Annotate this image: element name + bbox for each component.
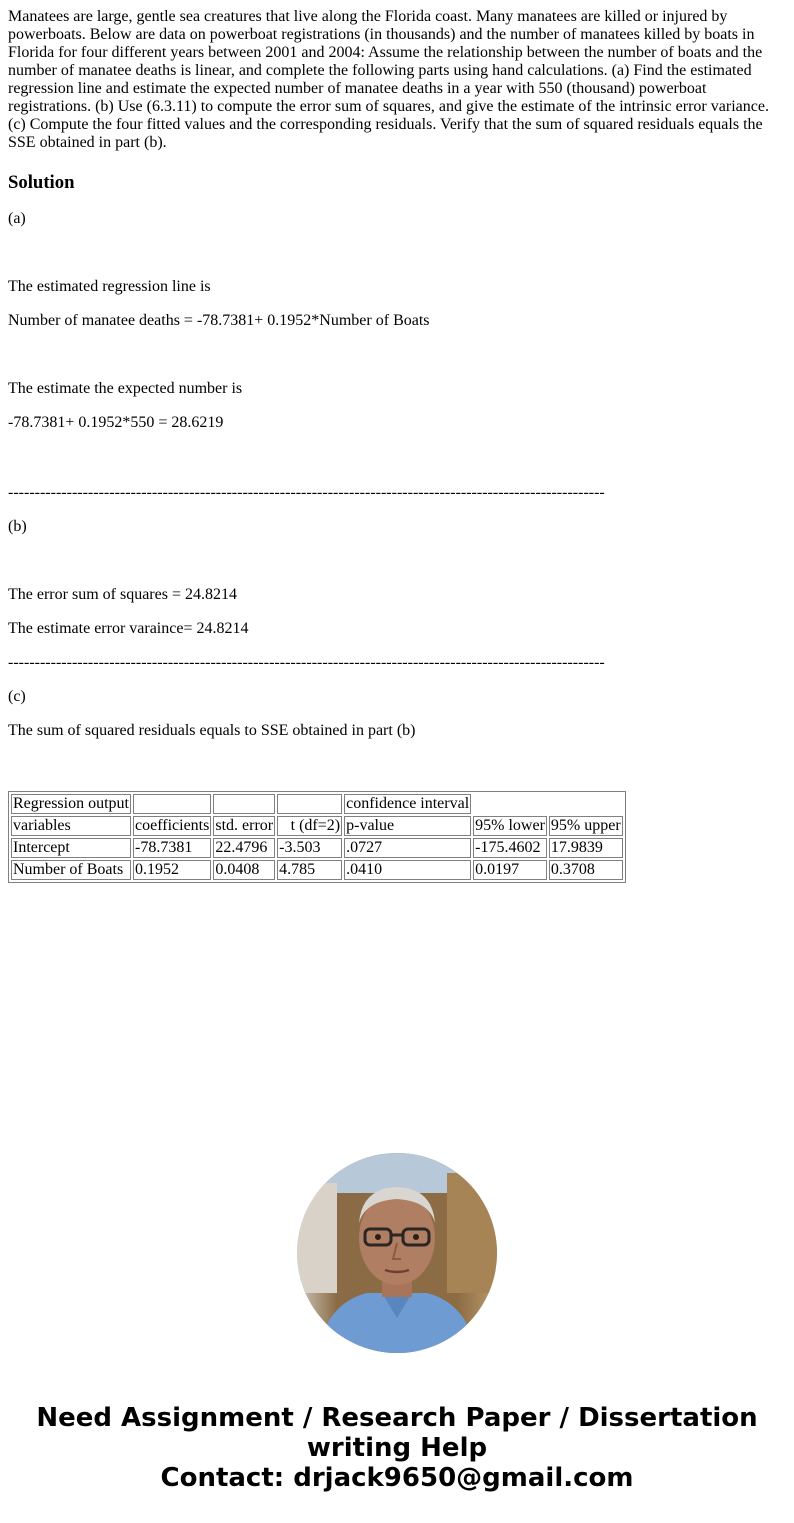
column-header: p-value: [344, 816, 471, 836]
estimate-intro: The estimate the expected number is: [8, 380, 243, 397]
column-header: t (df=2): [277, 816, 342, 836]
footer-line-2: writing Help: [306, 1433, 488, 1463]
divider-line: ----------------------------------------------------------------------------------------------------------------: [8, 484, 605, 501]
solution-heading: Solution: [8, 172, 75, 193]
table-cell: 0.1952: [133, 860, 211, 880]
table-cell: 22.4796: [213, 838, 275, 858]
author-avatar: [297, 1153, 497, 1353]
sse-statement: The error sum of squares = 24.8214: [8, 586, 237, 603]
table-cell: 0.0197: [473, 860, 547, 880]
variance-statement: The estimate error varaince= 24.8214: [8, 620, 249, 637]
table-title-cell: Regression output: [13, 795, 129, 812]
part-c-statement: The sum of squared residuals equals to SSE obtained in part (b): [8, 722, 416, 739]
table-cell: [213, 794, 275, 814]
column-header: 95% lower: [475, 817, 545, 834]
table-cell: 17.9839: [549, 838, 623, 858]
table-cell: Number of Boats: [11, 860, 131, 880]
column-header: 95% upper: [549, 816, 623, 836]
table-cell: [133, 794, 211, 814]
table-row: [11, 860, 623, 880]
regression-output-table: [8, 791, 626, 883]
table-cell: -78.7381: [133, 838, 211, 858]
footer-contact: Contact: drjack9650@gmail.com: [160, 1463, 634, 1493]
table-cell: -175.4602: [473, 838, 547, 858]
part-c-label: (c): [8, 688, 26, 705]
ci-header-cell: confidence interval: [346, 795, 470, 812]
footer-line-1: Need Assignment / Research Paper / Dissertation: [36, 1403, 758, 1433]
table-row: [11, 838, 623, 858]
table-cell: [277, 794, 342, 814]
part-a-label: (a): [8, 210, 26, 227]
table-cell: [473, 794, 547, 814]
table-cell: 0.0408: [213, 860, 275, 880]
part-b-label: (b): [8, 518, 27, 535]
table-cell: Intercept: [11, 838, 131, 858]
table-cell: .0410: [344, 860, 471, 880]
table-cell: [549, 794, 623, 814]
table-cell: 0.3708: [549, 860, 623, 880]
table-cell: .0727: [344, 838, 471, 858]
regression-line-intro: The estimated regression line is: [8, 278, 211, 295]
table-header-row: [11, 816, 623, 836]
table-row: [11, 794, 623, 814]
estimate-calculation: -78.7381+ 0.1952*550 = 28.6219: [8, 414, 224, 431]
column-header: coefficients: [135, 817, 210, 834]
table-cell: 4.785: [277, 860, 342, 880]
promo-footer: [0, 1403, 794, 1493]
column-header: std. error: [215, 817, 274, 834]
column-header: variables: [11, 816, 131, 836]
table-cell: -3.503: [277, 838, 342, 858]
regression-equation: Number of manatee deaths = -78.7381+ 0.1952*Number of Boats: [8, 312, 430, 329]
divider-line: ----------------------------------------------------------------------------------------------------------------: [8, 654, 605, 671]
question-text: Manatees are large, gentle sea creatures that live along the Florida coast. Many manatees are killed or injured by powerboats. Below are data on powerboat registrations (in thousands) and the number of manatees killed by boats in Florida for four different years between 2001 and 2004: Assume the relationship between the number of boats and the number of manatee deaths is linear, and complete the following parts using hand calculations. (a) Find the estimated regression line and estimate the expected number of manatee deaths in a year with 550 (thousand) powerboat registrations. (b) Use (6.3.11) to compute the error sum of squares, and give the estimate of the intrinsic error variance. (c) Compute the four fitted values and the corresponding residuals. Verify that the sum of squared residuals equals the SSE obtained in part (b).: [8, 8, 769, 151]
author-photo-illustration: [297, 1153, 497, 1353]
